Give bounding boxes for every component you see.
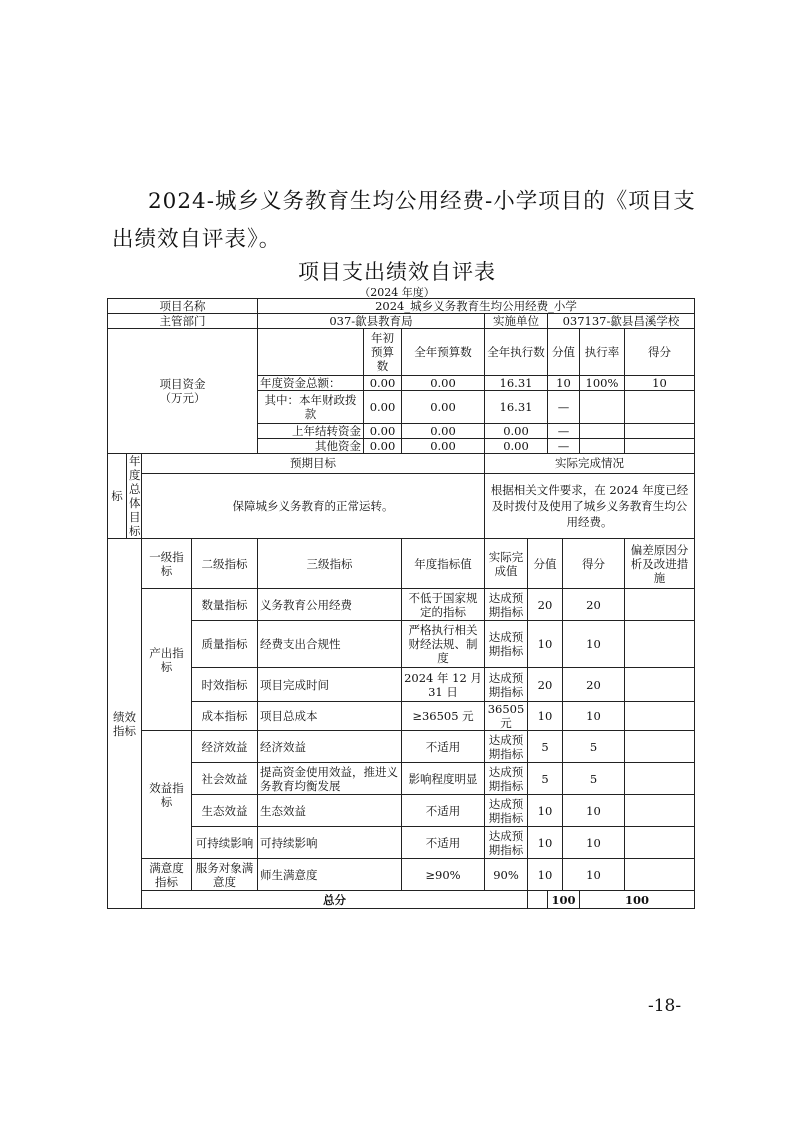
project-name-label: 项目名称 [108, 299, 258, 314]
indicator-actual: 达成预期指标 [485, 795, 528, 827]
indicators-header-row [108, 539, 695, 589]
goals-actual: 根据相关文件要求，在 2024 年度已经及时拨付及使用了城乡义务教育生均公用经费。 [485, 473, 695, 538]
department-row [108, 314, 695, 329]
indicator-level3: 项目总成本 [258, 702, 402, 731]
goals-actual-header: 实际完成情况 [485, 454, 695, 474]
funds-header-executed: 全年执行数 [485, 329, 548, 376]
funds-row-executed: 0.00 [485, 424, 548, 439]
funds-row-initial: 0.00 [364, 424, 402, 439]
funds-row-rate [580, 439, 625, 454]
indicator-level3: 义务教育公用经费 [258, 589, 402, 621]
indicator-level2: 服务对象满意度 [192, 859, 258, 891]
indicator-actual: 达成预期指标 [485, 668, 528, 702]
indicators-header-score: 得分 [563, 539, 625, 589]
funds-row-score [625, 439, 695, 454]
department-value: 037-歙县教育局 [258, 314, 485, 329]
funds-row-rate [580, 424, 625, 439]
indicator-level2: 可持续影响 [192, 827, 258, 859]
funds-row-initial: 0.00 [364, 439, 402, 454]
funds-label-line1: 项目资金 [159, 377, 206, 391]
funds-row-label: 年度资金总额： [258, 376, 364, 391]
indicator-remark [625, 827, 695, 859]
indicator-score: 5 [563, 731, 625, 763]
indicator-remark [625, 621, 695, 668]
indicator-row [108, 621, 695, 668]
indicator-level2: 质量指标 [192, 621, 258, 668]
indicator-row [108, 763, 695, 795]
indicator-weight: 10 [528, 702, 563, 731]
indicators-header-remark: 偏差原因分析及改进措施 [625, 539, 695, 589]
indicator-level3: 师生满意度 [258, 859, 402, 891]
total-row [108, 891, 695, 909]
indicator-level2: 社会效益 [192, 763, 258, 795]
indicator-remark [625, 763, 695, 795]
indicator-actual: 达成预期指标 [485, 763, 528, 795]
funds-row-score [625, 391, 695, 424]
indicator-remark [625, 731, 695, 763]
indicator-remark [625, 668, 695, 702]
indicator-row [108, 795, 695, 827]
indicator-level2: 经济效益 [192, 731, 258, 763]
indicators-header-level2: 二级指标 [192, 539, 258, 589]
indicator-remark [625, 859, 695, 891]
funds-row-rate [580, 391, 625, 424]
indicator-weight: 10 [528, 827, 563, 859]
indicators-header-target: 年度指标值 [402, 539, 485, 589]
indicator-score: 5 [563, 763, 625, 795]
indicator-score: 20 [563, 668, 625, 702]
funds-row-executed: 16.31 [485, 391, 548, 424]
funds-row-annual: 0.00 [402, 391, 485, 424]
indicator-remark [625, 795, 695, 827]
goals-expected-header: 预期目标 [142, 454, 485, 474]
page-number: -18- [648, 996, 682, 1016]
goals-outer-label: 标 [108, 454, 127, 539]
funds-row-executed: 0.00 [485, 439, 548, 454]
indicator-actual: 达成预期指标 [485, 731, 528, 763]
indicator-weight: 5 [528, 763, 563, 795]
implementing-unit-label: 实施单位 [485, 314, 548, 329]
implementing-unit-value: 037137-歙县昌溪学校 [548, 314, 695, 329]
indicator-row [108, 702, 695, 731]
funds-header-weight: 分值 [548, 329, 580, 376]
funds-row-rate: 100% [580, 376, 625, 391]
indicator-target: ≥36505 元 [402, 702, 485, 731]
indicator-level1: 满意度指标 [142, 859, 192, 891]
funds-header-row [108, 329, 695, 376]
project-name-value: 2024_城乡义务教育生均公用经费_小学 [258, 299, 695, 314]
indicator-row [108, 668, 695, 702]
table-year: （2024 年度） [359, 286, 435, 299]
funds-row-label: 上年结转资金 [258, 424, 364, 439]
indicator-actual: 达成预期指标 [485, 589, 528, 621]
indicator-level3: 提高资金使用效益，推进义务教育均衡发展 [258, 763, 402, 795]
funds-row-initial: 0.00 [364, 391, 402, 424]
funds-row-weight: — [548, 391, 580, 424]
total-weight: 100 [548, 891, 580, 909]
funds-header-score: 得分 [625, 329, 695, 376]
indicator-level2: 数量指标 [192, 589, 258, 621]
indicators-header-actual: 实际完成值 [485, 539, 528, 589]
department-label: 主管部门 [108, 314, 258, 329]
indicator-score: 10 [563, 859, 625, 891]
indicator-level3: 经济效益 [258, 731, 402, 763]
total-label: 总分 [142, 891, 528, 909]
funds-label-line2: （万元） [159, 391, 206, 405]
indicator-target: 不低于国家规定的指标 [402, 589, 485, 621]
indicator-level3: 生态效益 [258, 795, 402, 827]
funds-label [108, 329, 258, 454]
indicator-weight: 20 [528, 668, 563, 702]
indicator-weight: 10 [528, 621, 563, 668]
funds-row-score: 10 [625, 376, 695, 391]
indicators-section-label: 绩效指标 [108, 539, 142, 909]
indicator-weight: 5 [528, 731, 563, 763]
indicators-header-level1: 一级指标 [142, 539, 192, 589]
funds-row-annual: 0.00 [402, 376, 485, 391]
indicators-header-level3: 三级指标 [258, 539, 402, 589]
indicator-row [108, 731, 695, 763]
indicator-level3: 项目完成时间 [258, 668, 402, 702]
indicator-target: 影响程度明显 [402, 763, 485, 795]
funds-header-initial: 年初预算数 [364, 329, 402, 376]
total-blank [528, 891, 548, 909]
indicator-score: 20 [563, 589, 625, 621]
indicator-score: 10 [563, 702, 625, 731]
funds-header-blank [258, 329, 364, 376]
indicator-weight: 10 [528, 795, 563, 827]
indicator-score: 10 [563, 621, 625, 668]
funds-row-executed: 16.31 [485, 376, 548, 391]
funds-row-weight: — [548, 439, 580, 454]
funds-header-rate: 执行率 [580, 329, 625, 376]
funds-row-initial: 0.00 [364, 376, 402, 391]
indicator-remark [625, 702, 695, 731]
indicator-row [108, 589, 695, 621]
goals-inner-label: 年度总体目标 [127, 454, 142, 539]
indicator-weight: 20 [528, 589, 563, 621]
indicator-weight: 10 [528, 859, 563, 891]
indicator-level1: 效益指标 [142, 731, 192, 859]
indicator-score: 10 [563, 827, 625, 859]
indicator-target: ≥90% [402, 859, 485, 891]
page-heading: 2024-城乡义务教育生均公用经费-小学项目的《项目支出绩效自评表》。 [112, 189, 696, 252]
indicator-actual: 36505 元 [485, 702, 528, 731]
indicator-row [108, 859, 695, 891]
indicator-level3: 可持续影响 [258, 827, 402, 859]
indicator-actual: 90% [485, 859, 528, 891]
indicator-actual: 达成预期指标 [485, 621, 528, 668]
funds-header-annual: 全年预算数 [402, 329, 485, 376]
goals-content-row [108, 473, 695, 538]
funds-row-weight: — [548, 424, 580, 439]
indicator-level2: 生态效益 [192, 795, 258, 827]
indicator-target: 不适用 [402, 795, 485, 827]
funds-row-label: 其他资金 [258, 439, 364, 454]
indicator-actual: 达成预期指标 [485, 827, 528, 859]
funds-row-annual: 0.00 [402, 439, 485, 454]
indicator-target: 严格执行相关财经法规、制度 [402, 621, 485, 668]
indicator-score: 10 [563, 795, 625, 827]
indicator-target: 不适用 [402, 731, 485, 763]
indicator-target: 不适用 [402, 827, 485, 859]
indicator-remark [625, 589, 695, 621]
indicator-level1: 产出指标 [142, 589, 192, 731]
performance-evaluation-table [107, 298, 695, 909]
goals-header-row [108, 454, 695, 474]
project-name-row [108, 299, 695, 314]
table-title: 项目支出绩效自评表 [298, 260, 496, 284]
indicator-row [108, 827, 695, 859]
indicator-target: 2024 年 12 月 31 日 [402, 668, 485, 702]
indicator-level2: 时效指标 [192, 668, 258, 702]
funds-row-score [625, 424, 695, 439]
indicator-level2: 成本指标 [192, 702, 258, 731]
indicator-level3: 经费支出合规性 [258, 621, 402, 668]
goals-expected: 保障城乡义务教育的正常运转。 [142, 473, 485, 538]
funds-row-weight: 10 [548, 376, 580, 391]
funds-row-label: 其中：本年财政拨款 [258, 391, 364, 424]
total-score: 100 [580, 891, 695, 909]
indicators-header-weight: 分值 [528, 539, 563, 589]
funds-row-annual: 0.00 [402, 424, 485, 439]
